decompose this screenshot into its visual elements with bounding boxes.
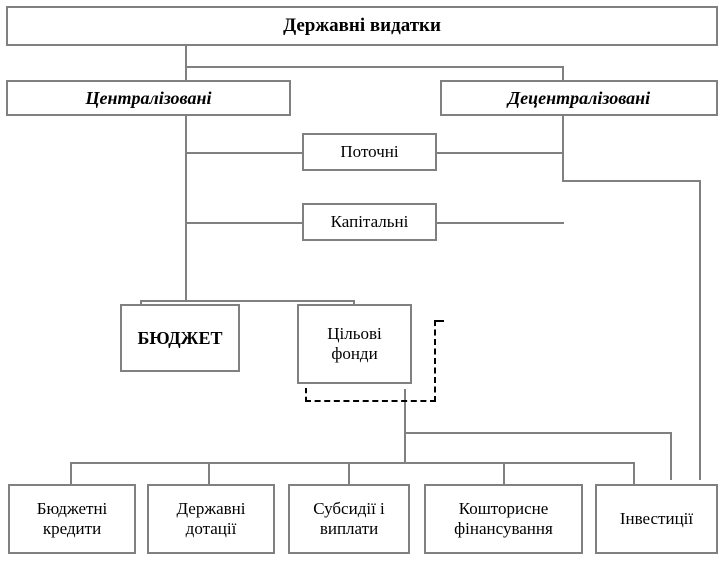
connector-current-to-decentralized bbox=[437, 152, 564, 154]
connector-level1-bus bbox=[185, 66, 564, 68]
dashed-connector-top-stub bbox=[434, 320, 444, 322]
connector-root-to-bus bbox=[185, 46, 187, 68]
connector-centralized-spine bbox=[185, 113, 187, 300]
connector-right-down bbox=[699, 180, 701, 480]
node-capital: Капітальні bbox=[302, 203, 437, 241]
connector-decentralized-spine bbox=[562, 113, 564, 182]
connector-drop-estimate bbox=[503, 462, 505, 484]
connector-capital-to-decentralized bbox=[437, 222, 564, 224]
node-target-funds: Цільові фонди bbox=[297, 304, 412, 384]
connector-to-budget-funds bbox=[140, 300, 355, 302]
connector-funds-down bbox=[404, 389, 406, 434]
node-investments: Інвестиції bbox=[595, 484, 718, 554]
node-state-expenditures: Державні видатки bbox=[6, 6, 718, 46]
node-budget-credits: Бюджетні кредити bbox=[8, 484, 136, 554]
node-decentralized: Децентралізовані bbox=[440, 80, 718, 116]
connector-bottom-invest-drop bbox=[670, 432, 672, 480]
connector-drop-subsidies bbox=[348, 462, 350, 484]
node-subsidies-payments: Субсидії і виплати bbox=[288, 484, 410, 554]
connector-drop-dotations bbox=[208, 462, 210, 484]
dashed-connector-horizontal bbox=[305, 400, 436, 402]
connector-decentralized-right bbox=[562, 180, 701, 182]
node-state-dotations: Державні дотації bbox=[147, 484, 275, 554]
connector-drop-credits bbox=[70, 462, 72, 484]
node-budget: БЮДЖЕТ bbox=[120, 304, 240, 372]
dashed-connector-vertical bbox=[434, 320, 436, 402]
connector-centralized-to-capital bbox=[185, 222, 302, 224]
connector-bus-link bbox=[404, 432, 406, 462]
connector-bottom-bus-right bbox=[404, 432, 672, 434]
connector-bottom-bus bbox=[70, 462, 635, 464]
dashed-connector-left-stub bbox=[305, 388, 307, 402]
node-centralized: Централізовані bbox=[6, 80, 291, 116]
node-estimate-financing: Кошторисне фінансування bbox=[424, 484, 583, 554]
connector-drop-investments bbox=[633, 462, 635, 484]
connector-centralized-to-current bbox=[185, 152, 302, 154]
node-current: Поточні bbox=[302, 133, 437, 171]
